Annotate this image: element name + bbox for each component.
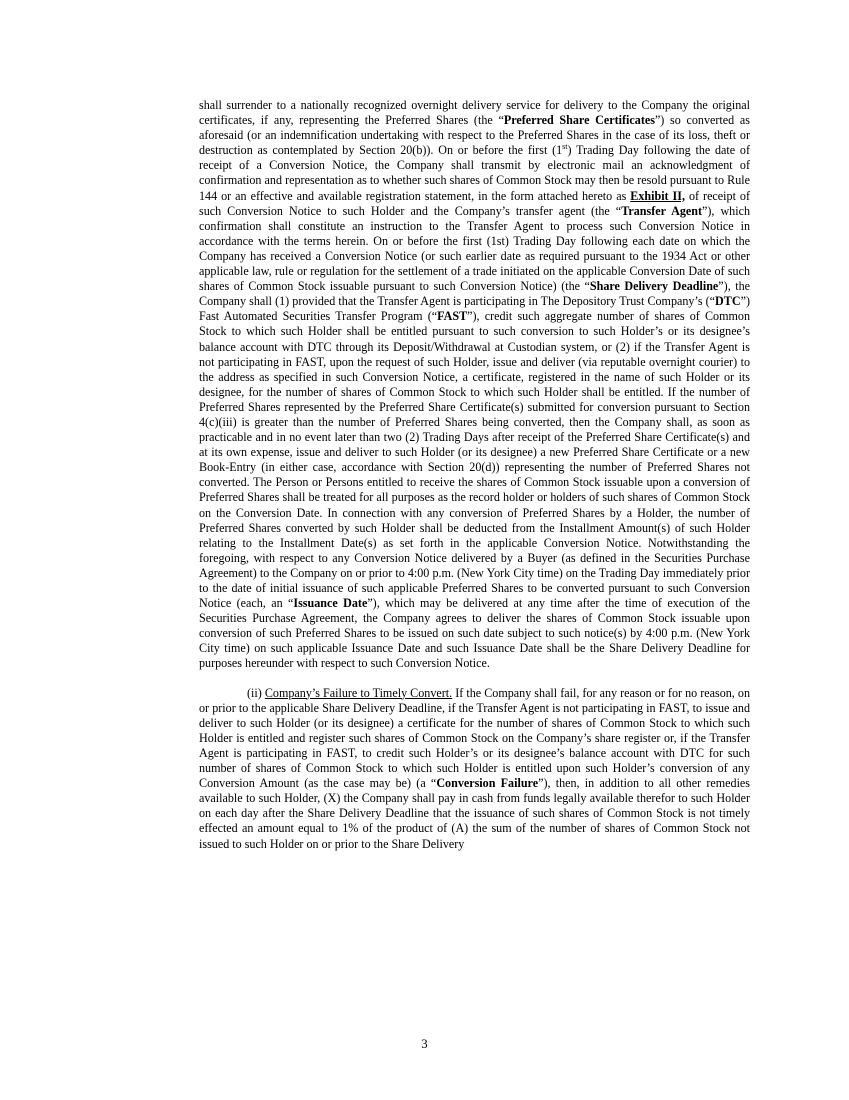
text-run: ”), which confirmation shall constitute an instruction to the Transfer Agent to process such Conversion Notice in accordance with the terms herein. On or before the first (1st) Trading Day following each date on which the Company has received a Conversion Notice (or such earlier date as required pursuant to the 1934 Act or other applicable law, rule or regulation for the settlement of a trade initiated on the applicable Conversion Date of such shares of Common Stock issuable pursuant to such Conversion Notice) (the “ xyxy=(199,203,751,294)
text-run: If the Company shall fail, for any reason or for no reason, on or prior to the applicable Share Delivery Deadline, if the Transfer Agent is not participating in FAST, to issue and deliver to such Holder (or its designee) a certificate for the number of shares of Common Stock to which such Holder is entitled and register such shares of Common Stock on the Company’s share register or, if the Transfer Agent is participating in FAST, to credit such Holder’s or its designee’s balance account with DTC for such number of shares of Common Stock to which such Holder is entitled upon such Holder’s conversion of any Conversion Amount (as the case may be) (a “ xyxy=(199,685,750,791)
defined-term-share-delivery-deadline: Share Delivery Deadline xyxy=(589,279,719,294)
defined-term-issuance-date: Issuance Date xyxy=(293,596,368,611)
text-run: shall surrender to a nationally recognized overnight delivery service for delivery to the Company the original certificates, if any, representing the Preferred Shares (the “ xyxy=(199,98,750,128)
defined-term-conversion-failure: Conversion Failure xyxy=(436,776,539,791)
text-run: ”) Fast Automated Securities Transfer Program (“ xyxy=(199,294,750,324)
paragraph-share-delivery xyxy=(199,98,750,672)
page-number: 3 xyxy=(421,1037,428,1051)
exhibit-reference: Exhibit II, xyxy=(630,188,685,203)
defined-term-transfer-agent: Transfer Agent xyxy=(621,203,703,218)
ordinal-superscript: st xyxy=(562,142,568,152)
text-run: ”), then, in addition to all other remedies available to such Holder, (X) the Company shall pay in cash from funds legally available therefor to such Holder on each day after the Share Delivery Deadline that the issuance of such shares of Common Stock is not timely effected an amount equal to 1% of the product of (A) the sum of the number of shares of Common Stock not issued to such Holder on or prior to the Share Delivery xyxy=(199,776,750,851)
text-run: of receipt of such Conversion Notice to such Holder and the Company’s transfer agent (the “ xyxy=(199,188,750,218)
defined-term-preferred-share-certificates: Preferred Share Certificates xyxy=(503,113,655,128)
document-body xyxy=(199,98,750,852)
defined-term-dtc: DTC xyxy=(715,294,741,309)
section-number: (ii) xyxy=(247,685,262,700)
text-run: ”), which may be delivered at any time after the time of execution of the Securities Purchase Agreement, the Company agrees to deliver the shares of Common Stock issuable upon conversion of such Preferred Shares to be issued on such date subject to such notice(s) by 4:00 p.m. (New York City time) on such applicable Issuance Date and such Issuance Date shall be the Share Delivery Deadline for purposes hereunder with respect to such Conversion Notice. xyxy=(199,596,750,671)
section-heading: Company’s Failure to Timely Convert. xyxy=(264,685,453,700)
defined-term-fast: FAST xyxy=(437,309,468,324)
text-run: ”) so converted as aforesaid (or an indemnification undertaking with respect to the Preferred Shares in the case of its loss, theft or destruction as contemplated by Section 20(b)). On or before the first (1 xyxy=(199,113,750,158)
text-run: ”), the Company shall (1) provided that the Transfer Agent is participating in The Depository Trust Company’s (“ xyxy=(199,279,751,309)
paragraph-failure-to-convert xyxy=(199,686,750,852)
text-run: ”), credit such aggregate number of shares of Common Stock to which such Holder shall be entitled pursuant to such conversion to such Holder’s or its designee’s balance account with DTC through its Deposit/Withdrawal at Custodian system, or (2) if the Transfer Agent is not participating in FAST, upon the request of such Holder, issue and deliver (via reputable overnight courier) to the address as specified in such Conversion Notice, a certificate, registered in the name of such Holder or its designee, for the number of shares of Common Stock to which such Holder shall be entitled. If the number of Preferred Shares represented by the Preferred Share Certificate(s) submitted for conversion pursuant to Section 4(c)(iii) is greater than the number of Preferred Shares being converted, then the Company shall, as soon as practicable and in no event later than two (2) Trading Days after receipt of the Preferred Share Certificate(s) and at its own expense, issue and deliver to such Holder (or its designee) a new Preferred Share Certificate or a new Book-Entry (in either case, accordance with Section 20(d)) representing the number of Preferred Shares not converted. The Person or Persons entitled to receive the shares of Common Stock issuable upon a conversion of Preferred Shares shall be treated for all purposes as the record holder or holders of such shares of Common Stock on the Conversion Date. In connection with any conversion of Preferred Shares by a Holder, the number of Preferred Shares converted by such Holder shall be deducted from the Installment Amount(s) of such Holder relating to the Installment Date(s) as set forth in the applicable Conversion Notice. Notwithstanding the foregoing, with respect to any Conversion Notice delivered by a Buyer (as defined in the Securities Purchase Agreement) to the Company on or prior to 4:00 p.m. (New York City time) on the Trading Day immediately prior to the date of initial issuance of such applicable Preferred Shares to be converted pursuant to such Conversion Notice (each, an “ xyxy=(199,309,750,611)
text-run: ) Trading Day following the date of receipt of a Conversion Notice, the Company shall transmit by electronic mail an acknowledgment of confirmation and representation as to whether such shares of Common Stock may then be resold pursuant to Rule 144 or an effective and available registration statement, in the form attached hereto as xyxy=(199,143,750,203)
